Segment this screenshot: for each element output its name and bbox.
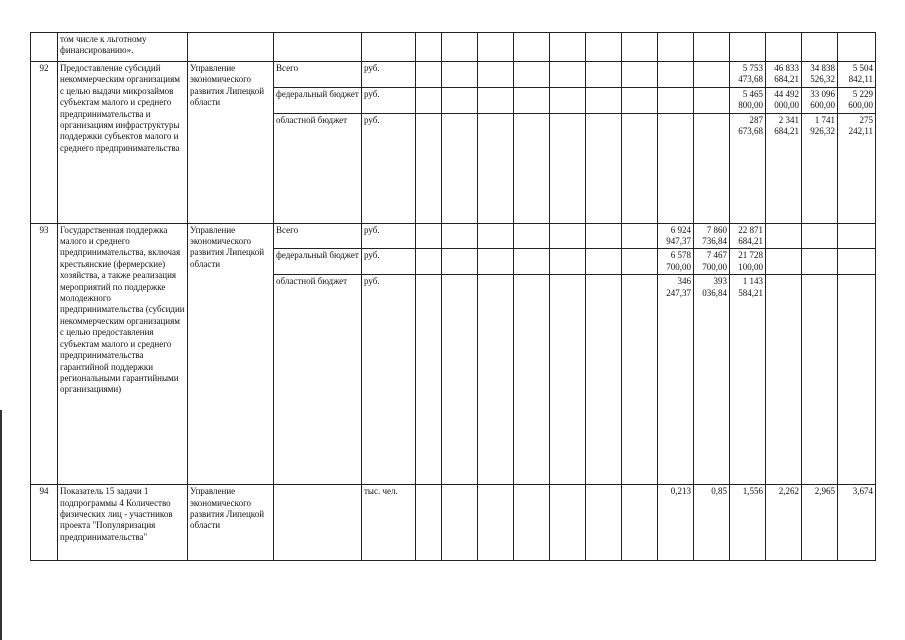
row-number: 94 xyxy=(31,485,58,561)
value-cell: 346 247,37 xyxy=(658,275,694,485)
value-cell: 0,85 xyxy=(694,485,730,561)
funding-source: областной бюджет xyxy=(274,113,362,223)
measure-name: Государственная поддержка малого и среднего предпринимательства, включая крестьянские (фермерские) хозяйства, а также реализация мероприятий по поддержке молодежного предпринимательства (субсидии некоммерческим организациям с целью предоставления субъектам малого и среднего предпринимательства гарантийной поддержки региональными гарантийными организациями) xyxy=(58,223,188,485)
carryover-text: том числе к льготному финансированию». xyxy=(58,33,188,62)
value-cell: 21 728 100,00 xyxy=(730,249,766,275)
value-cell: 1 741 926,32 xyxy=(802,113,838,223)
row-number: 92 xyxy=(31,62,58,224)
unit: руб. xyxy=(362,87,416,113)
value-cell: 5 504 842,11 xyxy=(838,62,876,88)
value-cell: 6 924 947,37 xyxy=(658,223,694,249)
value-cell: 0,213 xyxy=(658,485,694,561)
funding-source: Всего xyxy=(274,62,362,88)
value-cell: 22 871 684,21 xyxy=(730,223,766,249)
value-cell: 34 838 526,32 xyxy=(802,62,838,88)
value-cell: 3,674 xyxy=(838,485,876,561)
value-cell: 275 242,11 xyxy=(838,113,876,223)
executor: Управление экономического развития Липецкой области xyxy=(188,485,274,561)
value-cell: 5 229 600,00 xyxy=(838,87,876,113)
executor: Управление экономического развития Липецкой области xyxy=(188,62,274,224)
value-cell: 2,262 xyxy=(766,485,802,561)
value-cell: 7 467 700,00 xyxy=(694,249,730,275)
value-cell: 33 096 600,00 xyxy=(802,87,838,113)
value-cell: 2 341 684,21 xyxy=(766,113,802,223)
unit: руб. xyxy=(362,223,416,249)
unit: руб. xyxy=(362,62,416,88)
unit: руб. xyxy=(362,113,416,223)
program-table xyxy=(30,32,876,561)
value-cell: 44 492 000,00 xyxy=(766,87,802,113)
unit: руб. xyxy=(362,275,416,485)
table-row xyxy=(31,62,876,88)
value-cell: 1,556 xyxy=(730,485,766,561)
funding-source: федеральный бюджет xyxy=(274,87,362,113)
unit: руб. xyxy=(362,249,416,275)
value-cell: 7 860 736,84 xyxy=(694,223,730,249)
measure-name: Показатель 15 задачи 1 подпрограммы 4 Количество физических лиц - участников проекта "Популяризация предпринимательства" xyxy=(58,485,188,561)
table-row xyxy=(31,485,876,561)
value-cell: 6 578 700,00 xyxy=(658,249,694,275)
executor: Управление экономического развития Липецкой области xyxy=(188,223,274,485)
measure-name: Предоставление субсидий некоммерческим организациям с целью выдачи микрозаймов субъектам малого и среднего предпринимательства и организациям инфраструктуры поддержки субъектов малого и среднего предпринимательства xyxy=(58,62,188,224)
value-cell: 393 036,84 xyxy=(694,275,730,485)
scan-edge-mark xyxy=(0,410,2,640)
funding-source: Всего xyxy=(274,223,362,249)
funding-source: федеральный бюджет xyxy=(274,249,362,275)
value-cell: 5 465 800,00 xyxy=(730,87,766,113)
table-row xyxy=(31,33,876,62)
value-cell: 46 833 684,21 xyxy=(766,62,802,88)
value-cell: 287 673,68 xyxy=(730,113,766,223)
funding-source: областной бюджет xyxy=(274,275,362,485)
value-cell: 5 753 473,68 xyxy=(730,62,766,88)
row-number: 93 xyxy=(31,223,58,485)
table-row xyxy=(31,223,876,249)
value-cell: 2,965 xyxy=(802,485,838,561)
unit: тыс. чел. xyxy=(362,485,416,561)
value-cell: 1 143 584,21 xyxy=(730,275,766,485)
